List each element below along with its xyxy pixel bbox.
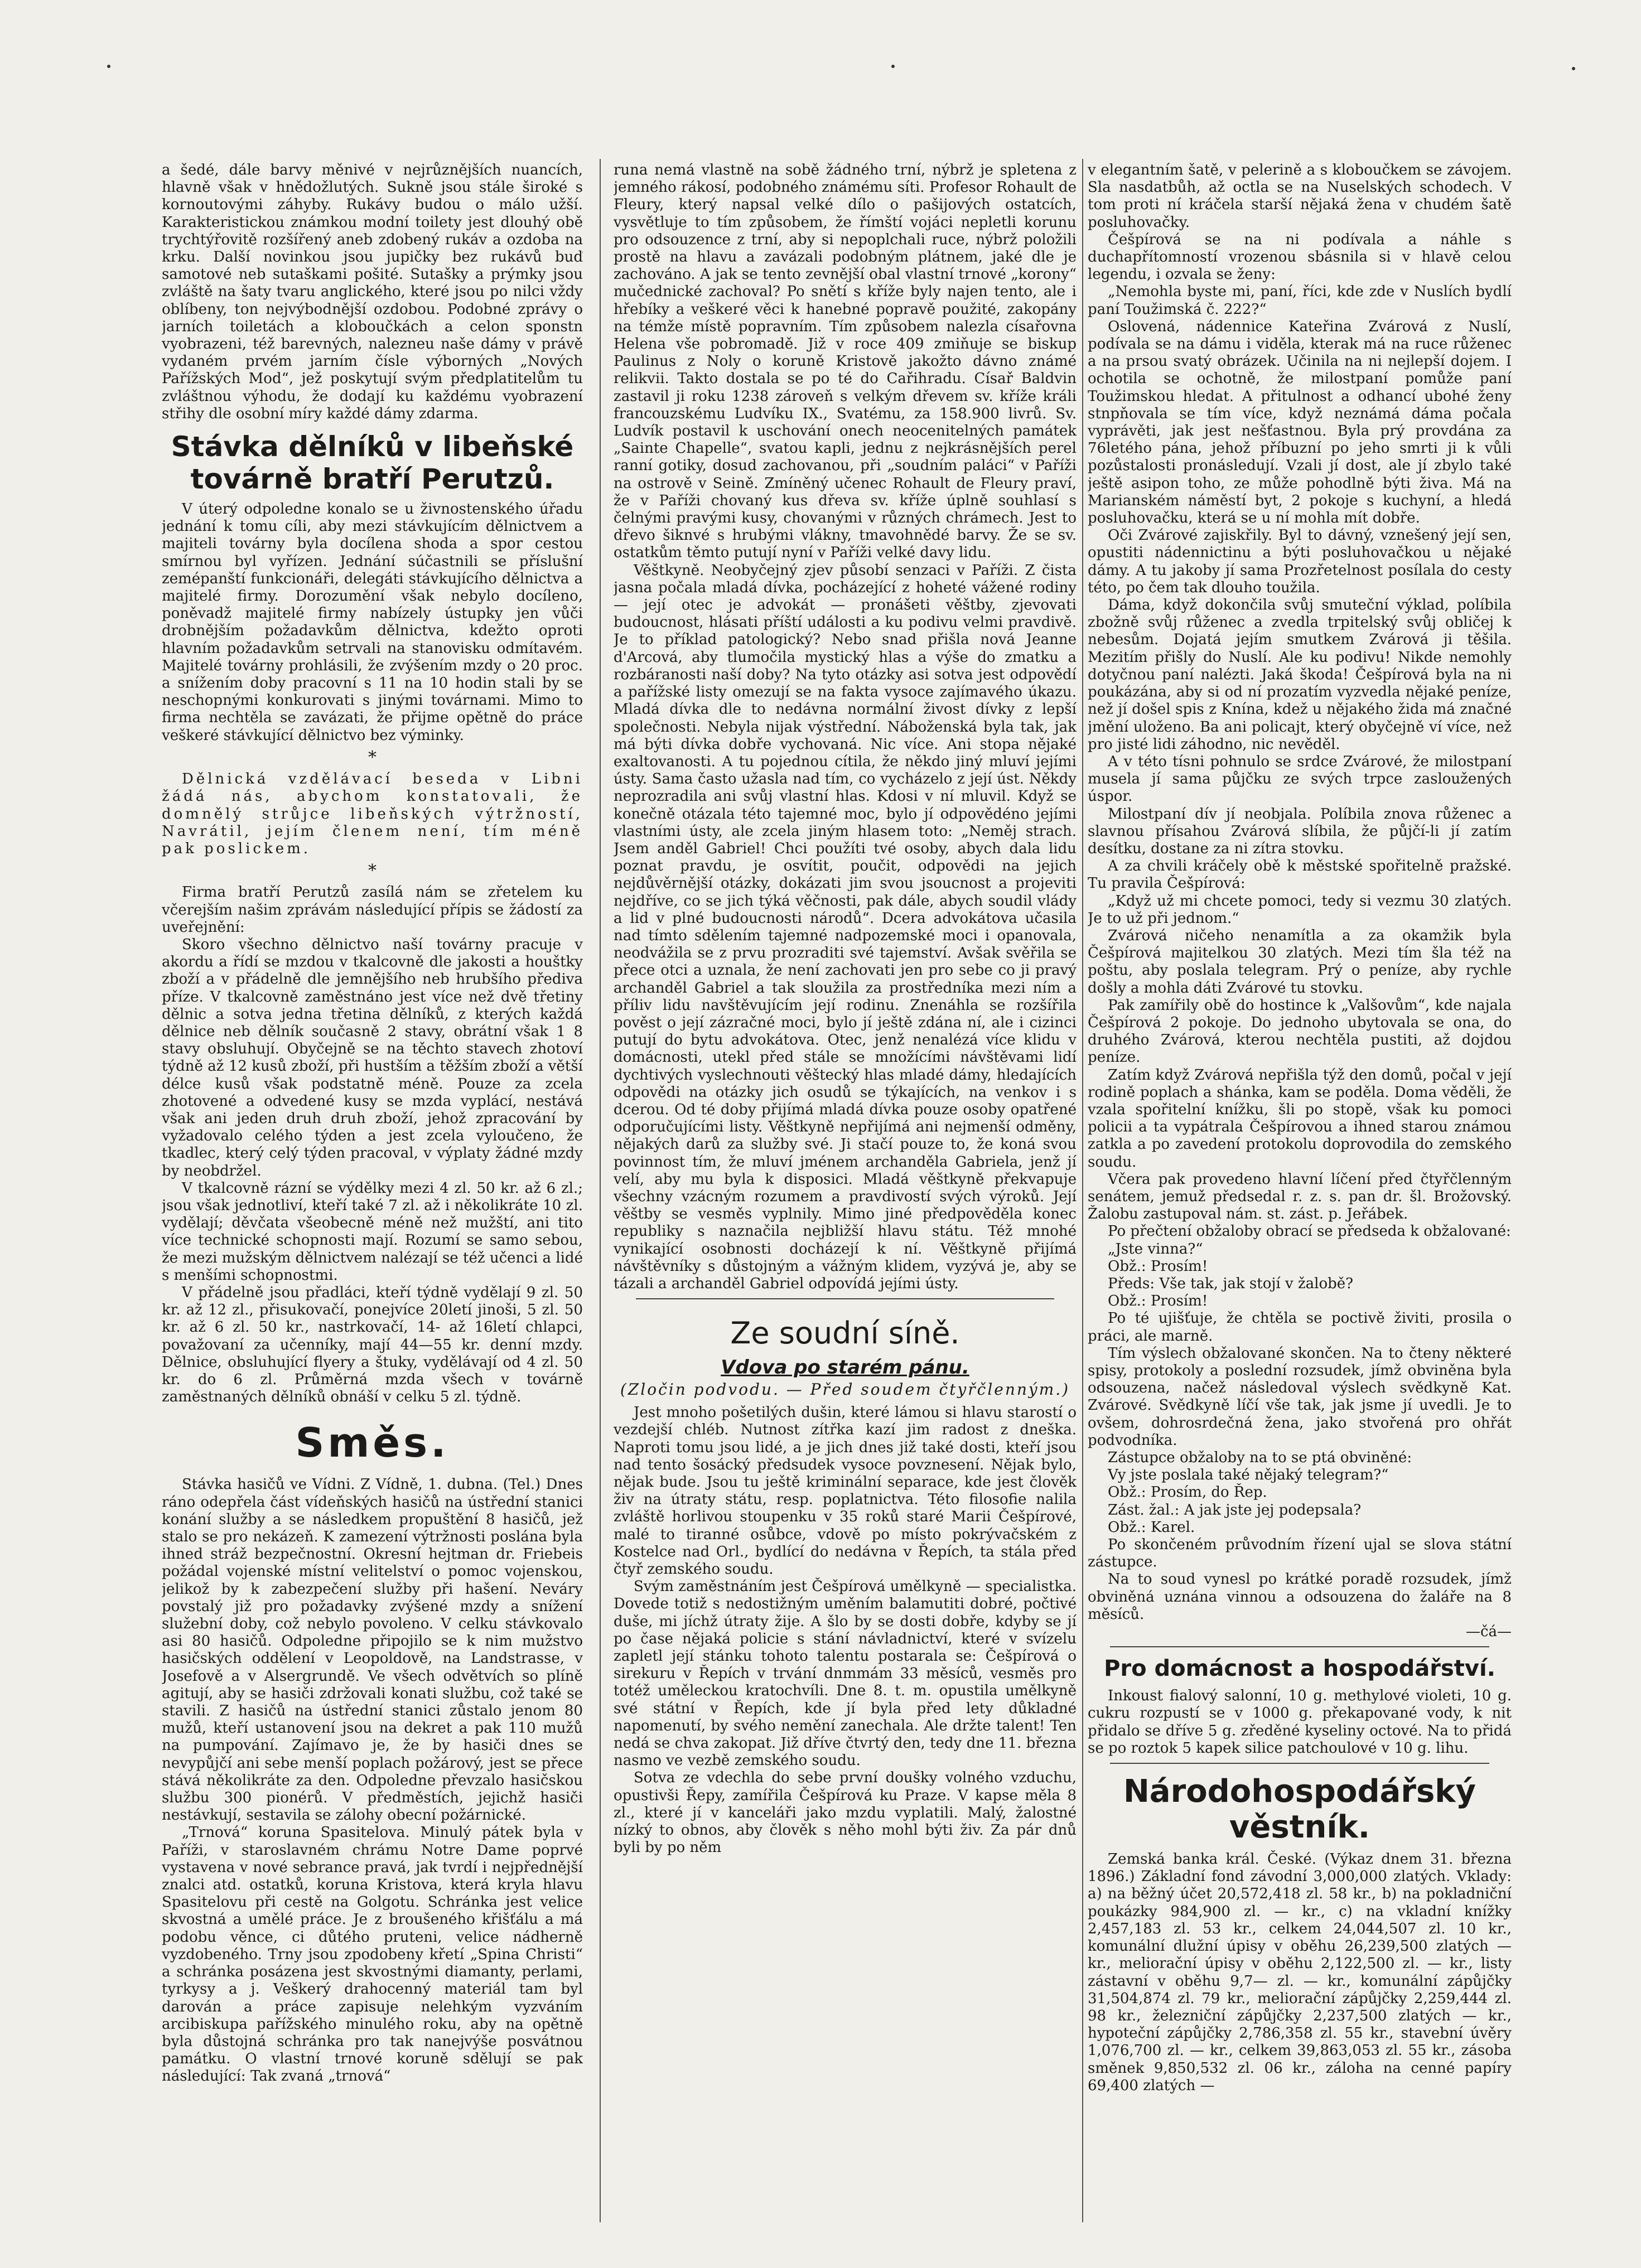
court-paragraph: Včera pak provedeno hlavní líčení před čtyřčlenným senátem, jemuž předsedal r. z. s. pan dr. šl. Brožovský. Žalobu zastupoval nám. st. zást. p. Jeřábek. — [1088, 1171, 1512, 1223]
court-paragraph: Po té ujišťuje, že chtěla se poctivě živiti, prosila o práci, ale marně. — [1088, 1310, 1512, 1345]
court-paragraph: Zatím když Zvárová nepřišla týž den domů, počal v její rodině poplach a shánka, kam se poděla. Doma věděli, že vzala spořitelní knížku, šli po stopě, však ku pomoci policii a ta vypátrala Češpírovou a ihned starou známou zatkla a po zavedení protokolu doprovodila do zemského soudu. — [1088, 1066, 1512, 1171]
court-paragraph: A v této tísni pohnulo se srdce Zvárové, že milostpaní musela jí sama půjčku ze svých trpce zasloužených úspor. — [1088, 753, 1512, 805]
court-headline: Ze soudní síně. — [730, 1316, 960, 1351]
court-paragraph: Oči Zvárové zajiskřily. Byl to dávný, vznešený její sen, opustiti nádennictinu a býti posluhovačkou u nějaké dámy. A tu jakoby jí sama Prozřetelnost posílala do cesty této, po čem tak dlouho toužila. — [1088, 527, 1512, 596]
section-divider — [1110, 1763, 1489, 1764]
court-paragraph: Pak zamířily obě do hostince k „Valšovům“, kde najala Češpírová 2 pokoje. Do jednoho ubytovala se ona, do druhého Zvárová, kterou nechtěla pustiti, až dojdou peníze. — [1088, 997, 1512, 1066]
dialogue-line: Vy jste poslala také nějaký telegram?“ — [1108, 1467, 1389, 1484]
dialogue-line: Obž.: Prosím! — [1108, 1258, 1208, 1275]
court-paragraph: Po skončeném průvodním řízení ujal se slova státní zástupce. — [1088, 1536, 1512, 1571]
dialogue-line: Obž.: Prosím, do Řep. — [1108, 1484, 1267, 1501]
strike-paragraph: V přádelně jsou přadláci, kteří týdně vydělají 9 zl. 50 kr. až 12 zl., přisukovačí, ponejvíce 20letí jinoši, 5 zl. 50 kr. až 6 zl. 50 kr., nastrkovačí, 14- až 16letí chlapci, považovaní za učenníky, mají 44—55 kr. denní mzdy. Dělnice, obsluhující flyery a štuky, vydělávají od 4 zl. 50 kr. do 6 zl. Průměrná mzda všech v továrně zaměstnaných dělníků obnáší v celku 5 zl. týdně. — [162, 1284, 583, 1406]
court-paragraph: „Když už mi chcete pomoci, tedy si vezmu 30 zlatých. Je to už při jednom.“ — [1088, 892, 1512, 927]
strike-paragraph: Firma bratří Perutzů zasílá nám se zřetelem ku včerejším našim zprávám následující přípis se žádostí za uveřejnění: — [162, 884, 583, 936]
economy-headline: Národohospodářský věstník. — [1123, 1773, 1476, 1846]
strike-paragraph: Skoro všechno dělnictvo naší továrny pracuje v akordu a řídí se mzdou v tkalcovně dle jakosti a houštky zboží a v přádelně dle jemnějšího neb hrubšího přediva příze. V tkalcovně zaměstnáno jest více než dvě třetiny dělnic a sotva jedna třetina dělníků, z kterých každá dělnice neb dělník současně 2 stavy, obrátní však 1 8 stavy obsluhují. Obyčejně se na těchto stavech zhotoví týdně až 12 kusů zboží, při hustším a těžším zboží a větší délce kusů však podstatně méně. Pouze za zcela zhotovené a odvedené kusy se mzda vyplácí, nestává však ani jeden druh druh zboží, jehož zpracování by vyžadovalo celého týden a jest zcela vyloučeno, že tkadlec, který celý týden pracoval, v výplaty žádné mzdy by neobdržel. — [162, 936, 583, 1179]
print-mark — [107, 65, 110, 68]
strike-paragraph: V úterý odpoledne konalo se u živnostenského úřadu jednání k tomu cíli, aby mezi stávkujícím dělnictvem a majiteli továrny byla docílena shoda a spor cestou smírnou byl vyřízen. Jednání súčastnili se příslušní zemépanští funkcionáři, delegáti stávkujícího dělnictva a majitelé firmy. Dorozumění však nebylo docíleno, poněvadž majitelé firmy nabízely ústupky jen vůči drobnějším požadavkům dělnictva, kdežto oproti hlavním požadavkům setrvali na stanovisku odmítavém. Majitelé továrny prohlásili, že zvýšením mzdy o 20 proc. a snížením doby pracovní s 11 na 10 hodin stali by se neschopnými konkurovati s jinými továrnami. Mimo to firma nechtěla se zavázati, že přijme opětně do práce veškeré stávkující dělnictvo bez výminky. — [162, 501, 583, 744]
economy-paragraph: Zemská banka král. České. (Výkaz dnem 31. března 1896.) Základní fond závodní 3,000,000 zlatých. Vklady: a) na běžný účet 20,572,418 zl. 58 kr., b) na pokladniční poukázky 984,900 zl. — kr., c) na vkladní knížky 2,457,183 zl. 53 kr., celkem 24,044,507 zl. 10 kr., komunální dlužní úpisy v oběhu 26,239,500 zlatých — kr., meliorační úpisy v oběhu 2,122,500 zl. — kr., listy zástavní v oběhu 9,7— zl. — kr., komunální zápůjčky 31,504,874 zl. 79 kr., meliorační zápůjčky 2,259,444 zl. 98 kr., železniční zápůjčky 2,237,500 zlatých — kr., hypoteční zápůjčky 2,786,358 zl. 55 kr., stavební úvěry 1,076,700 zl. — kr., celkem 39,863,053 zl. 55 kr., zásoba směnek 9,850,532 zl. 06 kr., záloha na cenné papíry 69,400 zlatých — — [1088, 1851, 1512, 2094]
strike-headline: Stávka dělníků v libeňské továrně bratří Perutzů. — [171, 431, 574, 496]
column-right — [1088, 162, 1512, 2236]
column-left — [162, 162, 583, 2236]
separator-star: * — [368, 861, 377, 881]
court-paragraph: Svým zaměstnáním jest Češpírová umělkyně — specialistka. Dovede totiž s nedostižným uměním balamutiti dobré, počtivé duše, mi jíchž útraty žije. A šlo by se dosti dobře, kdyby se jí po čase nějaká policie s stání návladnictví, které v svízelu zapletl její stánku tohoto talentu postarala se: Češpírová o sirekuru v Řepích v trvání dnmmám 33 měsíců, vesměs pro totéž uměleckou kratochvíli. Dne 8. t. m. opustila umělkyně své státní v Řepích, kde jí byla před lety důkladné napomenutí, by svého nemění zanechala. Ale držte talent! Ten nedá se chva zakopat. Již dříve čtvrtý den, tedy dne 11. března nasmo ve vezbě zemského soudu. — [614, 1578, 1077, 1769]
court-paragraph: v elegantním šatě, v pelerině a s kloboučkem se závojem. Sla nasdatbůh, až octla se na Nuselských schodech. V tom proti ní kráčela starší nějaká žena v chudém šatě posluhovačky. — [1088, 162, 1512, 231]
dialogue-line: Obž.: Karel. — [1108, 1519, 1195, 1536]
dialogue-line: Obž.: Prosím! — [1108, 1293, 1208, 1310]
smes-paragraph: „Trnová“ koruna Spasitelova. Minulý pátek byla v Paříži, v staroslavném chrámu Notre Dame poprvé vystavena v nové sebrance pravá, jak tvrdí i nejpřednější znalci atd. ostatků, koruna Kristova, která kryla hlavu Spasitelovu při cestě na Golgotu. Schránka jest velice skvostná a umělé práce. Je z broušeného křišťálu a má podobu věnce, ci důtého pruteni, velice nádherně vyzdobeného. Trny jsou zpodobeny křetí „Spina Christi“ a schránka posázena jest skvostnými diamanty, perlami, tyrkysy a j. Veškerý drahocenný materiál tam byl darován a práce zapisuje nelehkým vyzváním arcibiskupa pařížského minulého roku, aby na opětně byla důstojná schránka pro tak nanejvýše posvátnou památku. O vlastní trnové koruně sdělují se pak následující: Tak zvaná „trnová“ — [162, 1824, 583, 2085]
section-divider — [636, 1298, 1054, 1299]
section-divider — [1110, 1646, 1489, 1647]
court-paragraph: „Nemohla byste mi, paní, říci, kde zde v Nuslích bydlí paní Toužimská č. 222?“ — [1088, 283, 1512, 318]
fashion-article-end: a šedé, dále barvy měnivé v nejrůznějších nuancích, hlavně však v hnědožlutých. Sukně jsou stále široké s kornoutovými záhyby. Rukávy budou o málo užší. Karakteristickou známkou modní toilety jest dlouhý obě trychtýřovitě rozšířený aneb zdobený rukáv a ozdoba na krku. Další novinkou jsou jupičky bez rukávů buď samotové neb sutaškami pošité. Sutašky a prýmky jsou zvláště na šaty tvaru anglického, které jsou po nilci vždy oblíbeny, ton nejvýbodnější ozdobou. Podobné zprávy o jarních toiletách a kloboučkách a celon sponstn vyobrazeni, též barevných, nalezneu naše dámy v právě vydaném prvém jarním čísle výborných „Nových Pařížských Mod“, jež poskytují svým předplatitelům tu zvláštnou výhodu, že dodají ku každému vyobrazení střihy dle osobní míry každé dámy zdarma. — [162, 162, 583, 422]
column-rule — [600, 159, 601, 2222]
court-paragraph: Zvárová ničeho nenamítla a za okamžik byla Češpírová majitelkou 30 zlatých. Mezi tím šla též na poštu, aby poslala telegram. Prý o peníze, aby rychle došly a mohla dáti Zvárové tu stovku. — [1088, 927, 1512, 997]
court-paragraph: Sotva ze vdechla do sebe první doušky volného vzduchu, opustivši Řepy, zamířila Češpírová ku Praze. V kapse měla 8 zl., které jí v kanceláři jako mzdu vyplatili. Malý, žalostné nízký to obnos, aby člověk s něho mohl býti živ. Za pár dnů byli by po něm — [614, 1769, 1077, 1856]
court-paragraph: Jest mnoho pošetilých dušin, které lámou si hlavu starostí o vezdejší chléb. Nutnost zítřka kazí jim radost z dneška. Naproti tomu jsou lidé, a je jich dnes již také dosti, kteří jsou nad tento šosácký předsudek vysoce povznesení. Nějak bylo, nějak bude. Jsou tu ještě kriminální separace, kde jest člověk živ na útraty státu, resp. poplatnictva. Této filosofie nalila zvláště horlivou stoupenku v 35 roků staré Marii Češpírové, malé to tiranné osůbce, vdově po místo pokrývačském z Kostelce nad Orl., bydlící do nedávna v Řepích, ta stála před čtyř zemského soudu. — [614, 1404, 1077, 1578]
column-rule — [1082, 159, 1083, 2222]
court-paragraph: A za chvili kráčely obě k městské spořitelně pražské. Tu pravila Češpírová: — [1088, 858, 1512, 892]
prophetess-article: Věštkyně. Neobyčejný zjev působí senzaci v Paříži. Z čista jasna počala mladá dívka, pocházející z hoheté vážené rodiny — její otec je advokát — pronášeti věštby, zjevovati budoucnost, hlásati příští události a ku podivu velmi pravdivě. Je to příklad patologický? Nebo snad přišla nová Jeanne d'Arcová, aby tlumočila mystický hlas a výše do zmatku a rozbáranosti naší doby? Na tyto otázky asi sotva jest odpovědí a pařížské listy omezují se na fakta vysoce zajímavého úkazu. Mladá dívka dle to nedávna normální živost dívky z lepší společnosti. Nebyla nijak výstřední. Náboženská byla tak, jak má býti dívka dobře vychovaná. Nic více. Ani stopa nějaké exaltovanosti. A tu pojednou cítila, že někdo jiný mluví jejími ústy. Sama často užasla nad tím, co vycházelo z její úst. Někdy neprozradila ani svůj vlastní hlas. Kdosi v ní mluvil. Když se konečně otázala této tajemné moc, bylo jí odpovědéno jejími vlastními ústy, ale zcela jiným hlasem toto: „Neměj strach. Jsem anděl Gabriel! Chci použíti tvé osoby, abych dala lidu poznat pravdu, je osvítit, poučit, odpovědi na jejich nejdůvěrnější otázky, dokázati jim svou jsoucnost a projeviti nejdříve, co se jich týká věčnosti, pak dále, abych soudil vlády a lid v plné budoucnosti národů“. Dcera advokátova učasila nad tímto sdělením tajemné nadpozemské moci i opanovala, neodvážila se z prvu prozraditi své tajemství. Avšak svěřila se přece otci a uznala, že není zachovati jen pro sebe co ji pravý archanděl Gabriel a tak sloužila za prostředníka mezi ním a příliv lidu navštěvujícím její rodinu. Znenáhla se rozšířila pověst o její zázračné moci, bylo jí ještě zdána ní, ale i cizinci putují do bytu advokátova. Otec, jenž nenalézá více klidu v domácnosti, utekl před stále se množícími návštěvami lidí dychtivých vyslechnouti věštecký hlas mladé dámy, hledajících odpovědi na otázky jich osudů se týkajících, na venkov i s dcerou. Od té doby přijímá mladá dívka pouze osoby opatřené odporučujícími listy. Věštkyně nepřijímá ani nejmenší odměny, nějakých darů za služby své. Ji stačí pouze to, že koná svou povinnost tím, že mluví jménem archanděla Gabriela, jenž jí velí, aby mu byla k disposici. Mladá věštkyně překvapuje všechny vzácným rozumem a pravdivostí svých výroků. Její věštby se vesměs vyplnily. Mimo jiné předpověděla konec republiky s naznačila nejbližší hlavu státu. Též mnohé vynikající osobnosti docházejí k ní. Věštkyně přijímá návštěvníky s důstojným a vážným klidem, vyzývá je, aby se tázali a archanděl Gabriel odpovídá jejími ústy. — [614, 562, 1077, 1292]
author-signature: —čá— — [1465, 1623, 1512, 1641]
court-paragraph: Po přečtení obžaloby obrací se předseda k obžalované: — [1108, 1223, 1511, 1240]
court-subtitle: (Zločin podvodu. — Před soudem čtyřčlenným.) — [620, 1380, 1070, 1399]
court-paragraph: Dáma, když dokončila svůj smuteční výklad, políbila zbožně svůj růženec a zvedla trpitelský svůj obličej k nebesům. Dojatá jejím smutkem Zvárová ji těšila. Mezitím přišly do Nuslí. Ale ku podivu! Nikde nemohly dotyčnou paní nalézti. Jaká škoda! Češpírová byla na ni poukázána, aby si od ní prozatím vyzvedla nějaké peníze, než jí došel spis z Knína, kdež u nějakého žida má značné jmění uloženo. Ba ani policajt, který obyčejně ví více, než pro jisté lidi záhodno, nic nevěděl. — [1088, 597, 1512, 753]
court-subheadline: Vdova po starém pánu. — [721, 1356, 969, 1379]
smes-paragraph: Stávka hasičů ve Vídni. Z Vídně, 1. dubna. (Tel.) Dnes ráno odepřela část vídeňských hasičů na ústřední stanici konání služby a se následkem propuštění 8 hasičů, jež stalo se pro nekázeň. K zamezení výtržnosti poslána byla ihned stráž bezpečnostní. Okresní hejtman dr. Friebeis požádal vojenské místní velitelství o pomoc vojenskou, jelikož by k zabezpečení služby při hašení. Neváry povstalý již pro požadavky zvýšené mzdy a snížení služební doby, což nebylo povoleno. V celku stávkovalo asi 80 hasičů. Odpoledne připojilo se k nim mužstvo hasičských oddělení v Leopoldově, na Landstrasse, v Josefově a v Alsergrundě. Ve všech odvětvích so plíně agitují, aby se hasiči zdržovali konati službu, což také se stavili. Z hasičů na ústřední stanici zůstalo jenom 80 mužů, kteří ustanovení jsou na dekret a pak 110 mužů na pumpování. Zajímavo je, že by hasiči dnes se nevypůjčí ani sebe menší poplach požárový, jest se přece stává několikráte za den. Odpoledne převzalo hasičskou službu 300 pionérů. V předměstích, jejichž hasiči nestávkují, sestavila se zálohy obecní požárnické. — [162, 1476, 583, 1824]
court-paragraph: Češpírová se na ni podívala a náhle s duchapřítomností vrozenou sbásnila si v hlavě celou legendu, i ozvala se ženy: — [1088, 231, 1512, 283]
separator-star: * — [368, 747, 377, 767]
court-paragraph: Milostpaní dív jí neobjala. Políbila znova růženec a slavnou přísahou Zvárová slíbila, že půjčí-li jí zatím desítku, dostane za ni zítra stovku. — [1088, 805, 1512, 857]
court-paragraph: Oslovená, nádennice Kateřina Zvárová z Nuslí, podívala se na dámu i viděla, kterak má na ruce růženec a na prsou svatý obrázek. Učinila na ni nejlepší dojem. I ochotila se ochotně, že milostpaní pomůže paní Toužimskou hledat. A přitulnost a odhancí ubohé ženy stnpňovala se tím více, když neznámá dáma počala vyprávěti, jak jest nešťastnou. Byla prý provdána za 76letého pána, jehož příbuzní po jeho smrti ji k vůli pozůstalosti pronásledují. Vzali jí dost, ale jí zbylo také ještě asipon toho, ze může pohodlně býti živa. Má na Marianském náměstí byt, 2 pokoje s kuchyní, a hledá posluhovačku, která se u ní mohla mít dobře. — [1088, 318, 1512, 527]
dialogue-line: Zást. žal.: A jak jste jej podepsala? — [1108, 1501, 1362, 1519]
column-middle — [614, 162, 1077, 2236]
household-headline: Pro domácnost a hospodářství. — [1104, 1656, 1495, 1682]
dialogue-line: „Jste vinna?“ — [1108, 1240, 1203, 1258]
print-mark — [891, 65, 895, 68]
strike-paragraph: Dělnická vzdělávací beseda v Libni žádá nás, abychom konstatovali, že domnělý strůjce libeňských výtržností, Navrátil, jejím členem není, tím méně pak poslickem. — [162, 771, 583, 857]
print-mark — [1572, 67, 1575, 70]
smes-headline: Směs. — [295, 1419, 450, 1467]
court-paragraph: Na to soud vynesl po krátké poradě rozsudek, jímž obviněná uznána vinnou a odsouzena do žaláře na 8 měsíců. — [1088, 1571, 1512, 1623]
strike-paragraph: V tkalcovně rázní se výdělky mezi 4 zl. 50 kr. až 6 zl.; jsou však jednotliví, kteří také 7 zl. až i několikráte 10 zl. vydělají; děvčata všeobecně méně než mužští, ani tito více technické schopnosti mají. Rozumí se samo sebou, že mezi mužským dělnictvem nalézají se též učenci a lidé s menšími schopnostmi. — [162, 1179, 583, 1284]
court-paragraph: Zástupce obžaloby na to se ptá obviněné: — [1108, 1449, 1412, 1467]
household-paragraph: Inkoust fialový salonní, 10 g. methylové violeti, 10 g. cukru rozpustí se v 1000 g. překapované vody, k nit přidalo se dříve 5 g. zředěné kyseliny octové. Na to přidá se po roztok 5 kapek silice patchoulové v 10 g. lihu. — [1088, 1687, 1512, 1757]
dialogue-line: Předs: Vše tak, jak stojí v žalobě? — [1108, 1275, 1354, 1292]
crown-article-cont: runa nemá vlastně na sobě žádného trní, nýbrž je spletena z jemného rákosí, podobného známému síti. Profesor Rohault de Fleury, který napsal velké dílo o pašijových ostatcích, vysvětluje to tím způsobem, že římští vojáci nepletli korunu pro odsouzence z trní, aby si nepoplchali ruce, nýbrž položili prostě na hlavu a zavázali podobným plátnem, jaké dle je zachováno. A jak se tento zevnější obal vlastní trnové „korony“ mučednické zachoval? Po snětí s kříže byly najen tento, ale i hřebíky a veškeré věci k hanebné popravě použité, zakopány na témže místě popravním. Tím způsobem nalezla císařovna Helena vše pobromadě. Již v roce 409 zmiňuje se biskup Paulinus z Noly o koruně Kristově jakožto dávno známé relikvii. Takto dostala se po té do Cařihradu. Císař Baldvin zastavil ji roku 1238 zároveň s velkým dřevem sv. kříže králi francouzskému Ludvíku IX., Svatému, za 158.900 livrů. Sv. Ludvík postavil k uschování onech neocenitelných památek „Sainte Chapelle“, svatou kapli, jednu z nejkrásnějších perel ranní gotiky, dosud zachovanou, při „soudním paláci“ v Paříži na ostrově v Seině. Zmíněný učenec Rohault de Fleury praví, že v Paříži chovaný kus dřeva sv. kříže úplně souhlasí s čelnými pravými kusy, chovanými v různých chrámech. Jest to dřevo šiknvé s hrubými vlákny, tmavohnědé barvy. Že se sv. ostatkům těmto putují nyní v Paříži velké davy lidu. — [614, 162, 1077, 562]
court-paragraph: Tím výslech obžalované skončen. Na to čteny některé spisy, protokoly a poslední rozsudek, jímž obviněna byla odsouzena, načež následoval výslech svědkyně Kat. Zvárové. Svědkyně líčí vše tak, jak jsme jí uvedli. Je to ovšem, dohrosrdečná žena, jako stvořená pro ohřát podvodníka. — [1088, 1345, 1512, 1449]
